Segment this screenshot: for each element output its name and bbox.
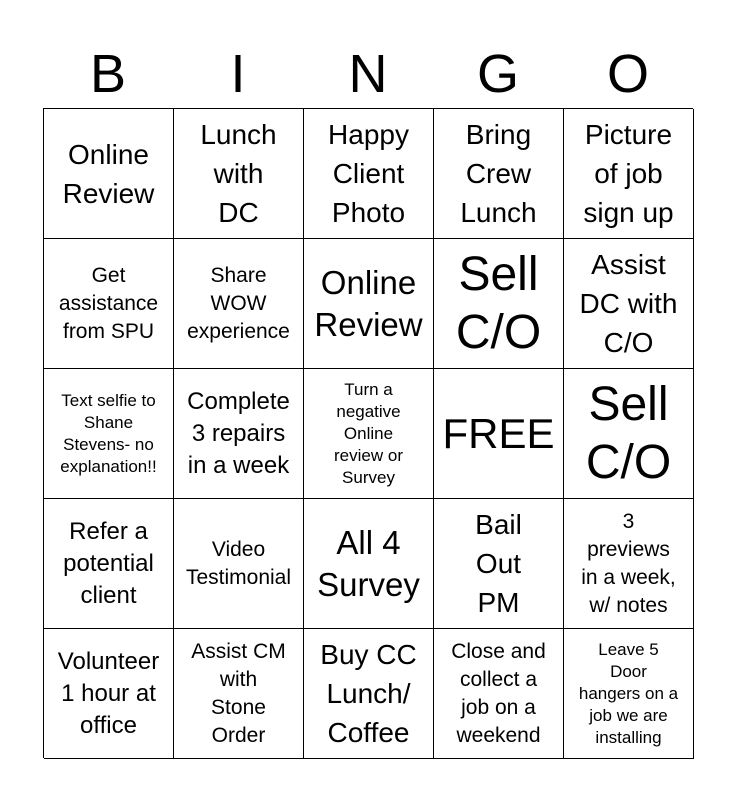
- bingo-cell-label: 3 previews in a week, w/ notes: [581, 509, 676, 617]
- bingo-cell-label: All 4 Survey: [317, 523, 420, 603]
- bingo-cell-r3c5[interactable]: [564, 369, 694, 499]
- header-letter-b: B: [89, 44, 127, 104]
- bingo-cell-label: Complete 3 repairs in a week: [187, 387, 290, 479]
- bingo-cell-label: Happy Client Photo: [328, 119, 409, 228]
- bingo-cell-r1c5[interactable]: [564, 109, 694, 239]
- bingo-cell-r4c4[interactable]: [434, 499, 564, 629]
- bingo-cell-label: FREE: [442, 409, 555, 457]
- bingo-cell-r4c2[interactable]: [174, 499, 304, 629]
- bingo-cell-label: Text selfie to Shane Stevens- no explanation!!: [60, 390, 157, 476]
- bingo-cell-r5c2[interactable]: [174, 629, 304, 759]
- bingo-cell-label: Assist CM with Stone Order: [191, 639, 286, 747]
- bingo-cell-label: Leave 5 Door hangers on a job we are installing: [578, 639, 679, 747]
- bingo-cell-label: Online Review: [314, 263, 423, 343]
- bingo-cell-label: Sell C/O: [455, 247, 542, 359]
- bingo-cell-r1c3[interactable]: [304, 109, 434, 239]
- header-letter-g: G: [476, 44, 519, 104]
- bingo-cell-r1c4[interactable]: [434, 109, 564, 239]
- bingo-cell-r1c1[interactable]: [44, 109, 174, 239]
- bingo-cell-label: Lunch with DC: [200, 119, 277, 228]
- bingo-cell-label: Close and collect a job on a weekend: [451, 639, 546, 747]
- bingo-cell-r4c5[interactable]: [564, 499, 694, 629]
- bingo-cell-label: Picture of job sign up: [583, 119, 674, 228]
- bingo-header: [43, 40, 693, 108]
- bingo-cell-label: Assist DC with C/O: [579, 249, 678, 358]
- bingo-cell-r2c4[interactable]: [434, 239, 564, 369]
- bingo-cell-label: Bail Out PM: [475, 509, 522, 618]
- bingo-cell-label: Refer a potential client: [63, 517, 154, 609]
- header-letter-o: O: [606, 44, 649, 104]
- header-letter-n: N: [348, 44, 388, 104]
- bingo-cell-r3c4[interactable]: [434, 369, 564, 499]
- bingo-cell-r5c4[interactable]: [434, 629, 564, 759]
- bingo-cell-label: Sell C/O: [585, 377, 672, 489]
- bingo-cell-r2c3[interactable]: [304, 239, 434, 369]
- header-letter-i: I: [230, 44, 246, 104]
- bingo-cell-label: Buy CC Lunch/ Coffee: [320, 639, 417, 748]
- bingo-cell-r2c5[interactable]: [564, 239, 694, 369]
- bingo-cell-r3c1[interactable]: [44, 369, 174, 499]
- bingo-cell-label: Online Review: [62, 138, 155, 209]
- bingo-cell-label: Get assistance from SPU: [58, 263, 159, 343]
- bingo-cell-r3c2[interactable]: [174, 369, 304, 499]
- bingo-cell-r1c2[interactable]: [174, 109, 304, 239]
- bingo-cell-r5c3[interactable]: [304, 629, 434, 759]
- bingo-cell-label: Bring Crew Lunch: [460, 119, 537, 228]
- bingo-cell-r4c3[interactable]: [304, 499, 434, 629]
- bingo-cell-r5c5[interactable]: [564, 629, 694, 759]
- bingo-cell-r2c1[interactable]: [44, 239, 174, 369]
- bingo-cell-r5c1[interactable]: [44, 629, 174, 759]
- bingo-cell-label: Share WOW experience: [187, 263, 290, 343]
- bingo-cell-r3c3[interactable]: [304, 369, 434, 499]
- bingo-board: [43, 108, 693, 758]
- free-space-label: Turn a negative Online review or Survey: [334, 379, 403, 487]
- bingo-cell-r4c1[interactable]: [44, 499, 174, 629]
- bingo-cell-label: Video Testimonial: [185, 537, 292, 589]
- bingo-cell-r2c2[interactable]: [174, 239, 304, 369]
- bingo-cell-label: Volunteer 1 hour at office: [57, 647, 160, 739]
